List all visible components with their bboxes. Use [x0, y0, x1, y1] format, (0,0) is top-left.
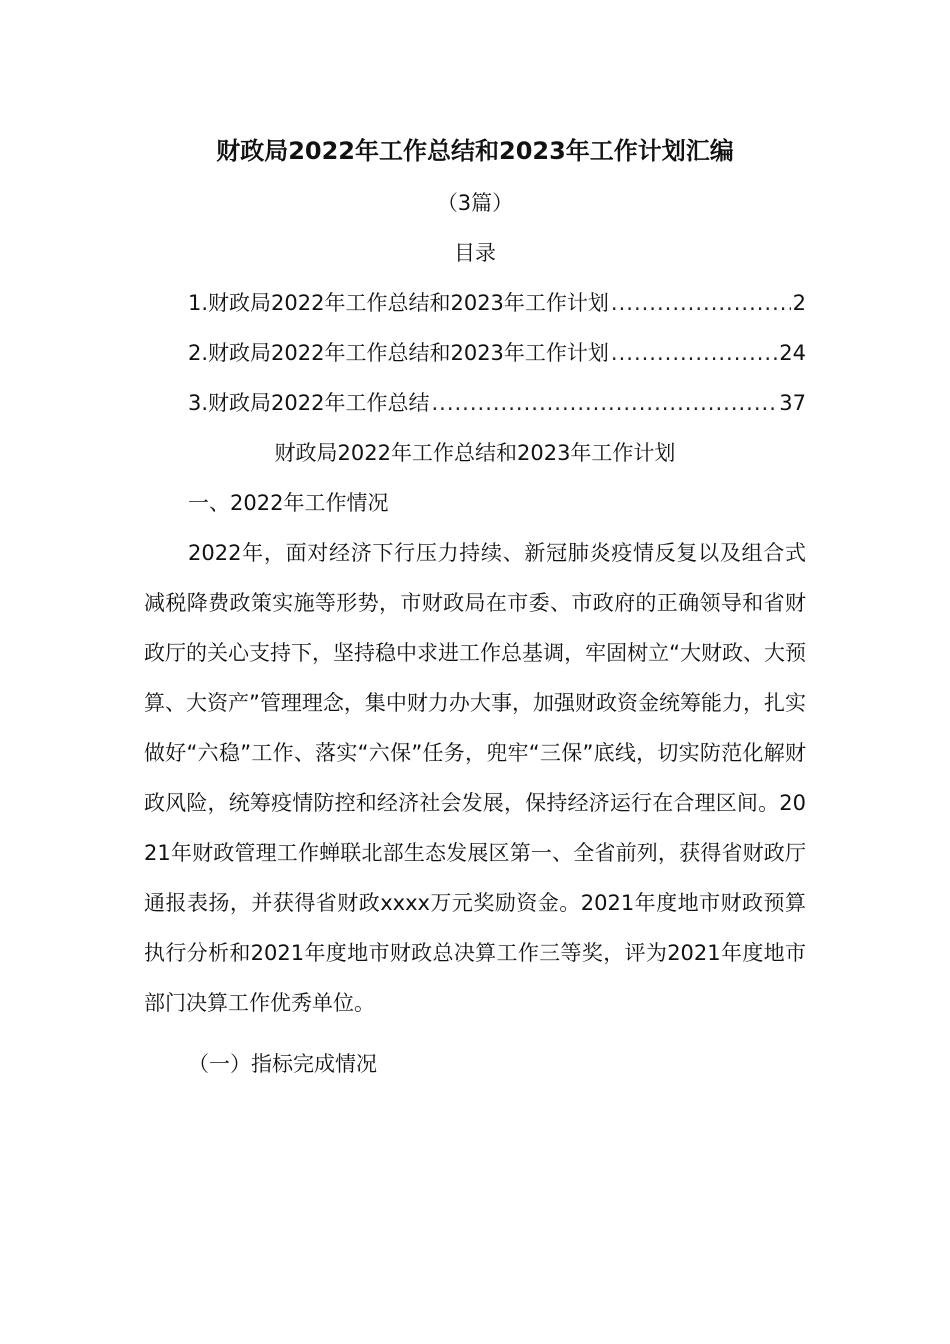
- toc-item[interactable]: [144, 288, 806, 318]
- section-title: 财政局2022年工作总结和2023年工作计划: [274, 441, 676, 465]
- toc-item[interactable]: [144, 388, 806, 418]
- heading-level-2: （一）指标完成情况: [188, 1052, 377, 1076]
- toc-item-page: 2: [792, 291, 806, 315]
- document-page: [144, 118, 806, 1079]
- toc-leader-dots: [611, 288, 791, 318]
- heading-level-1: 一、2022年工作情况: [188, 491, 389, 515]
- toc-item-page: 37: [779, 391, 806, 415]
- toc-item-page: 24: [779, 341, 806, 365]
- toc-leader-dots: [431, 388, 777, 418]
- document-title: 财政局2022年工作总结和2023年工作计划汇编: [216, 137, 734, 165]
- document-subtitle: （3篇）: [436, 191, 514, 215]
- toc-leader-dots: [611, 338, 777, 368]
- body-paragraph: 2022年，面对经济下行压力持续、新冠肺炎疫情反复以及组合式减税降费政策实施等形势，市财政局在市委、市政府的正确领导和省财政厅的关心支持下，坚持稳中求进工作总基调，牢固树立“大财政、大预算、大资产”管理理念，集中财力办大事，加强财政资金统筹能力，扎实做好“六稳”工作、落实“六保”任务，兜牢“三保”底线，切实防范化解财政风险，统筹疫情防控和经济社会发展，保持经济运行在合理区间。2021年财政管理工作蝉联北部生态发展区第一、全省前列，获得省财政厅通报表扬，并获得省财政xxxx万元奖励资金。2021年度地市财政预算执行分析和2021年度地市财政总决算工作三等奖，评为2021年度地市部门决算工作优秀单位。: [144, 541, 806, 1015]
- toc-item-label: 1.财政局2022年工作总结和2023年工作计划: [188, 291, 609, 315]
- toc-item[interactable]: [144, 338, 806, 368]
- toc-item-label: 3.财政局2022年工作总结: [188, 391, 430, 415]
- toc-item-label: 2.财政局2022年工作总结和2023年工作计划: [188, 341, 609, 365]
- toc-heading: 目录: [454, 241, 496, 265]
- table-of-contents: [144, 288, 806, 418]
